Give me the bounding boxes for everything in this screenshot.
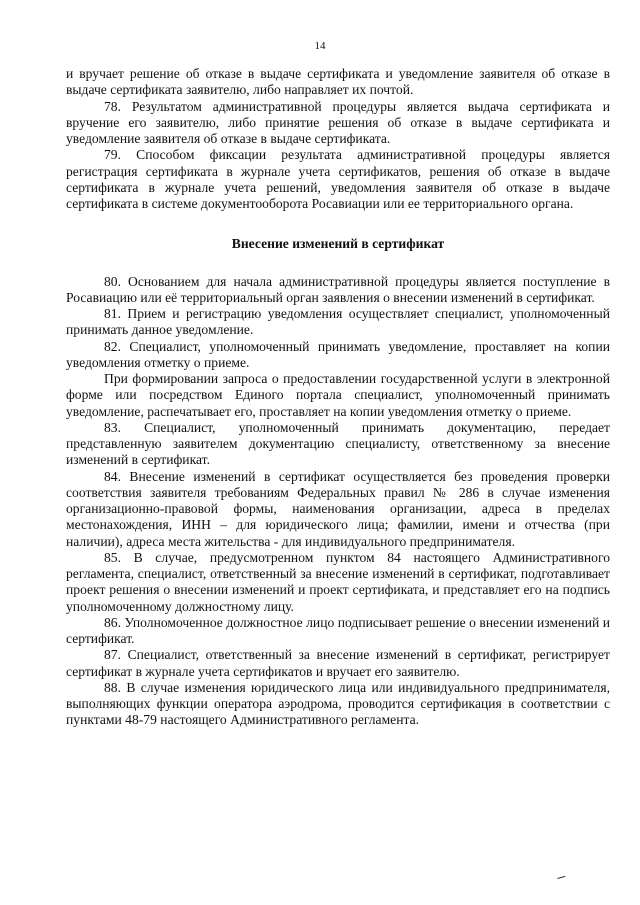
paragraph-83: 83. Специалист, уполномоченный принимать документацию, передает представленную заявителем документацию специалисту, ответственному за внесение изменений в сертификат.	[66, 419, 610, 468]
paragraph-85: 85. В случае, предусмотренном пунктом 84 настоящего Административного регламента, специалист, ответственный за внесение изменений в сертификат, подготавливает проект решения о внесении изменений и проект сертификата, и представляет его на подпись уполномоченному должностному лицу.	[66, 549, 610, 614]
paragraph-86: 86. Уполномоченное должностное лицо подписывает решение о внесении изменений и сертификат.	[66, 614, 610, 646]
paragraph-82: 82. Специалист, уполномоченный принимать уведомление, проставляет на копии уведомления отметку о приеме.	[66, 338, 610, 370]
paragraph-79: 79. Способом фиксации результата административной процедуры является регистрация сертификата в журнале учета сертификатов, решения об отказе в выдаче сертификата в журнале учета решений, уведомления заявителя об отказе в выдаче сертификата в системе документооборота Росавиации или ее территориального органа.	[66, 147, 610, 211]
paragraph-82-electronic: При формировании запроса о предоставлении государственной услуги в электронной форме или посредством Единого портала специалист, уполномоченный принимать уведомление, распечатывает его, проставляет на копии уведомления отметку о приеме.	[66, 371, 610, 419]
paragraph-88: 88. В случае изменения юридического лица или индивидуального предпринимателя, выполняющих функции оператора аэродрома, проводится сертификация в соответствии с пунктами 48-79 настоящего Административного регламента.	[66, 679, 610, 728]
document-body	[66, 66, 610, 729]
pen-mark	[557, 873, 566, 879]
paragraph-78: 78. Результатом административной процедуры является выдача сертификата и вручение его заявителю, либо принятие решения об отказе в выдаче сертификата и уведомление заявителя об отказе в выдаче сертификата.	[66, 98, 610, 146]
paragraph-84: 84. Внесение изменений в сертификат осуществляется без проведения проверки соответствия заявителя требованиям Федеральных правил № 286 в случае изменения организационно-правовой формы, наименования организации, адреса в пределах местонахождения, ИНН – для юридического лица; фамилии, имени и отчества (при наличии), адреса места жительства - для индивидуального предпринимателя.	[66, 468, 610, 549]
paragraph-81: 81. Прием и регистрацию уведомления осуществляет специалист, уполномоченный принимать данное уведомление.	[66, 306, 610, 338]
page-number: 14	[314, 40, 326, 52]
paragraph-87: 87. Специалист, ответственный за внесение изменений в сертификат, регистрирует сертификат в журнале учета сертификатов и вручает его заявителю.	[66, 647, 610, 679]
paragraph-continuation: и вручает решение об отказе в выдаче сертификата и уведомление заявителя об отказе в выдаче сертификата заявителю, либо направляет их почтой.	[66, 66, 610, 98]
section-heading: Внесение изменений в сертификат	[231, 236, 445, 252]
paragraph-80: 80. Основанием для начала административной процедуры является поступление в Росавиацию или её территориальный орган заявления о внесении изменений в сертификат.	[66, 273, 610, 305]
